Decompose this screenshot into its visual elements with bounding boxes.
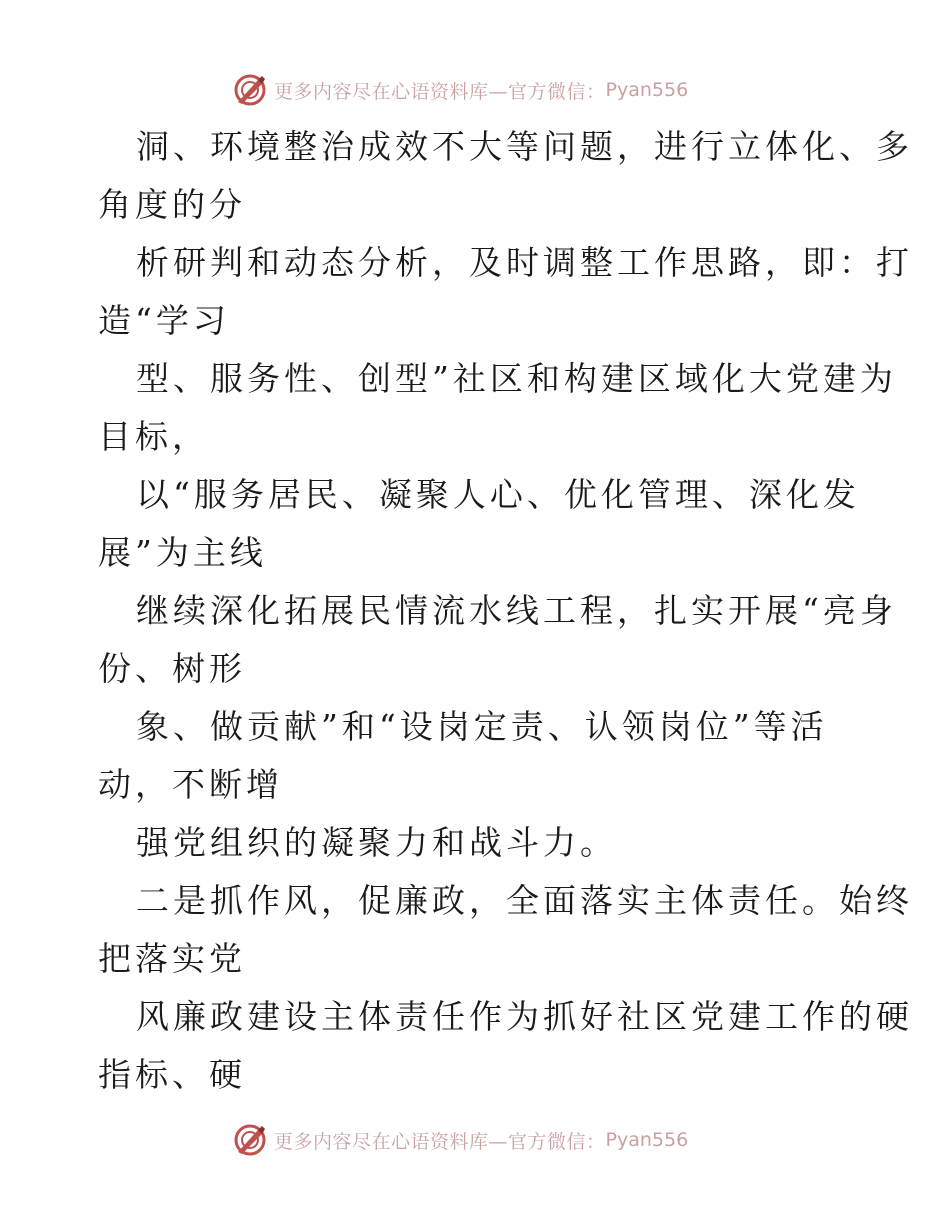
text-line: 份、树形 [98,649,246,688]
body-text [98,118,913,1104]
header-banner [232,70,688,110]
footer-banner-text: 更多内容尽在心语资料库—官方微信： [274,1130,606,1153]
text-line: 把落实党 [98,939,246,978]
text-line: 继续深化拓展民情流水线工程，扎实开展“亮身 [136,591,897,630]
text-line: 动，不断增 [98,765,283,804]
footer-banner-wechat-id: Pyan556 [605,1129,689,1151]
text-line: 角度的分 [98,185,246,224]
text-line: 展”为主线 [98,533,267,572]
text-line: 风廉政建设主体责任作为抓好社区党建工作的硬 [136,997,913,1036]
text-line: 以“服务居民、凝聚人心、优化管理、深化发 [136,475,860,514]
header-banner-wechat-id: Pyan556 [605,79,689,101]
pen-logo-icon [232,1122,268,1158]
footer-banner [232,1120,688,1160]
text-line: 二是抓作风，促廉政，全面落实主体责任。始终 [136,881,913,920]
text-line: 洞、环境整治成效不大等问题，进行立体化、多 [136,127,913,166]
text-line: 目标， [98,417,209,456]
text-line: 造“学习 [98,301,230,340]
header-banner-text: 更多内容尽在心语资料库—官方微信： [274,80,606,103]
text-line: 象、做贡献”和“设岗定责、认领岗位”等活 [136,707,828,746]
text-line: 析研判和动态分析，及时调整工作思路，即：打 [136,243,913,282]
text-line: 强党组织的凝聚力和战斗力。 [136,823,617,862]
pen-logo-icon [232,72,268,108]
text-line: 型、服务性、创型”社区和构建区域化大党建为 [136,359,897,398]
text-line: 指标、硬 [98,1055,246,1094]
